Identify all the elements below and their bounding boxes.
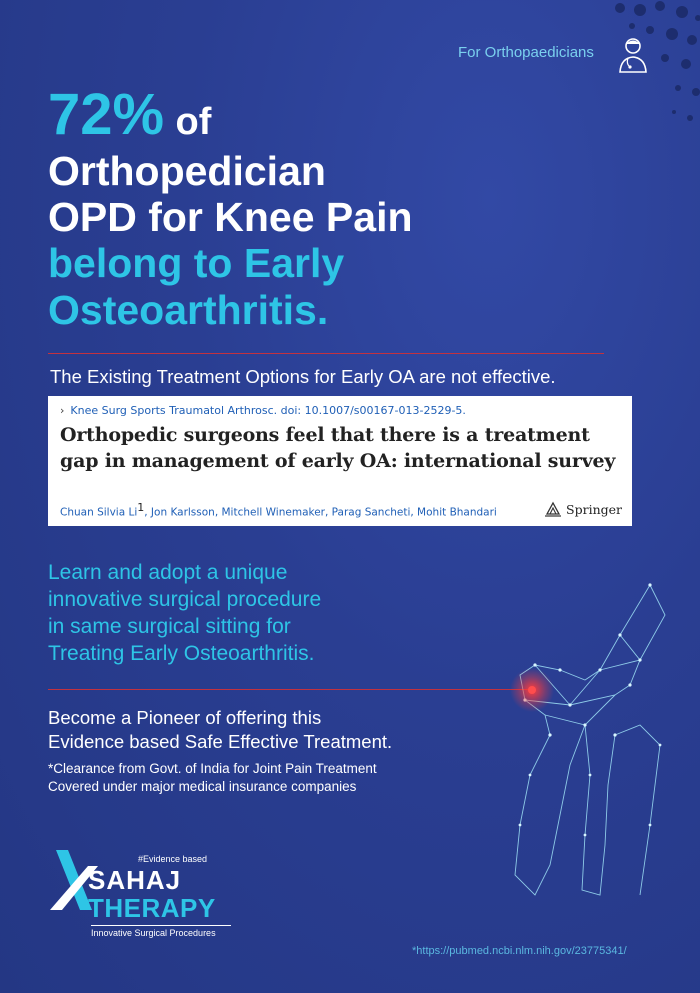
learn-line-1: Learn and adopt a unique bbox=[48, 561, 288, 584]
divider-top bbox=[48, 353, 604, 354]
logo-subtitle: Innovative Surgical Procedures bbox=[91, 928, 216, 938]
sahaj-therapy-logo bbox=[48, 848, 248, 943]
headline-of: of bbox=[175, 101, 212, 143]
citation-source[interactable] bbox=[60, 404, 620, 417]
existing-treatment-note: The Existing Treatment Options for Early OA are not effective. bbox=[50, 366, 556, 387]
citation-source-text: Knee Surg Sports Traumatol Arthrosc. doi: 10.1007/s00167-013-2529-5. bbox=[70, 404, 466, 417]
chevron-right-icon: › bbox=[60, 404, 65, 417]
other-authors-links[interactable]: , Jon Karlsson, Mitchell Winemaker, Parag Sancheti, Mohit Bhandari bbox=[144, 506, 497, 518]
audience-label: For Orthopaedicians bbox=[458, 44, 594, 61]
citation-authors bbox=[60, 501, 497, 519]
headline-line-4: belong to Early bbox=[48, 240, 345, 287]
citation-title-line-1: Orthopedic surgeons feel that there is a treatment bbox=[60, 424, 590, 446]
springer-logo-icon bbox=[544, 501, 562, 517]
pioneer-statement bbox=[48, 706, 392, 754]
learn-statement bbox=[48, 560, 408, 668]
citation-footer bbox=[60, 501, 622, 519]
first-author-link[interactable]: Chuan Silvia Li bbox=[60, 506, 138, 518]
knee-joint-illustration bbox=[490, 575, 670, 905]
headline-line-3: OPD for Knee Pain bbox=[48, 193, 413, 240]
headline bbox=[48, 82, 568, 333]
citation-card bbox=[48, 396, 632, 526]
logo-underline bbox=[91, 925, 231, 926]
learn-line-4: Treating Early Osteoarthritis. bbox=[48, 641, 315, 665]
citation-title-line-2: gap in management of early OA: international survey bbox=[60, 449, 616, 472]
footnotes bbox=[48, 760, 377, 796]
publisher-name: Springer bbox=[566, 501, 622, 517]
learn-line-2: innovative surgical procedure bbox=[48, 587, 322, 611]
logo-word-therapy: THERAPY bbox=[88, 893, 216, 923]
headline-line-1 bbox=[48, 82, 568, 148]
logo-tagline: #Evidence based bbox=[138, 854, 208, 864]
doctor-icon bbox=[618, 36, 648, 74]
citation-title bbox=[60, 423, 620, 474]
pioneer-line-1: Become a Pioneer of offering this bbox=[48, 707, 322, 728]
learn-line-3: in same surgical sitting for bbox=[48, 614, 291, 638]
headline-line-5: Osteoarthritis. bbox=[48, 286, 329, 333]
affiliation-mark: 1 bbox=[137, 500, 145, 514]
logo-word-sahaj: SAHAJ bbox=[88, 865, 182, 895]
pioneer-line-2: Evidence based Safe Effective Treatment. bbox=[48, 731, 393, 753]
reference-url[interactable]: *https://pubmed.ncbi.nlm.nih.gov/23775341/ bbox=[412, 945, 627, 957]
insurance-note: Covered under major medical insurance companies bbox=[48, 779, 357, 795]
clearance-note: *Clearance from Govt. of India for Joint Pain Treatment bbox=[48, 761, 377, 776]
publisher-logo bbox=[544, 501, 622, 517]
headline-percent: 72% bbox=[48, 82, 165, 147]
divider-middle bbox=[48, 689, 530, 690]
headline-line-2: Orthopedician bbox=[48, 147, 326, 194]
